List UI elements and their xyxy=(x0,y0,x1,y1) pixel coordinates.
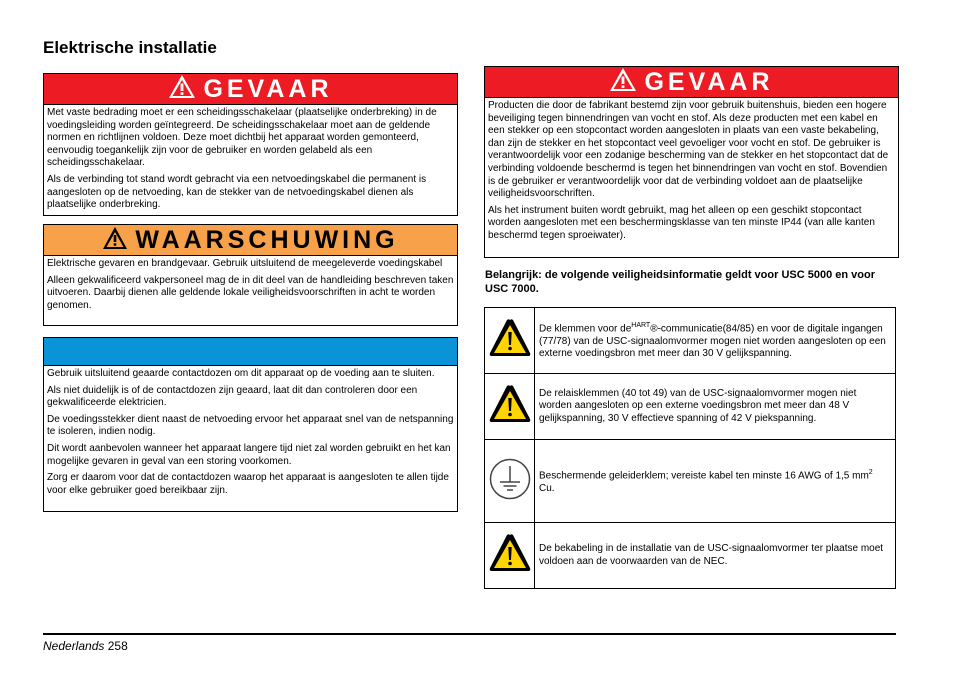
hart-superscript: HART xyxy=(631,321,651,329)
notice-paragraph: Gebruik uitsluitend geaarde contactdozen om dit apparaat op de voeding aan te sluiten. xyxy=(47,368,435,379)
danger-title: GEVAAR xyxy=(203,74,333,103)
notice-box xyxy=(43,337,458,512)
danger-paragraph: Als het instrument buiten wordt gebruikt, mag het alleen op een geschikt stopcontact worden aangesloten met een beschermingsklasse van ten minste IP44 (van alle kanten beschermd tegen sproeiwater). xyxy=(488,204,875,241)
notice-header xyxy=(44,338,457,366)
notice-paragraph: Als niet duidelijk is of de contactdozen zijn geaard, laat dit dan controleren door een gekwalificeerde elektricien. xyxy=(47,384,418,409)
warning-paragraph: Elektrische gevaren en brandgevaar. Gebruik uitsluitend de meegeleverde voedingskabel xyxy=(47,258,443,269)
protective-earth-icon xyxy=(488,457,532,501)
danger-paragraph: Met vaste bedrading moet er een scheidingsschakelaar (plaatselijke onderbreking) in de voedingsleiding worden geïntegreerd. De scheidingsschakelaar moet aan de geldende normen en richtlijnen voldoen. Deze moet dichtbij het apparaat worden gemonteerd, eenvoudig toegankelijk zijn voor de gebruiker en worden gelabeld als een scheidingsschakelaar. xyxy=(47,107,437,169)
danger-header xyxy=(44,74,457,105)
table-row xyxy=(485,440,896,523)
symbol-text: ®-communicatie(84/85) en voor de digitale ingangen (77/78) van de USC-signaalomvormer mogen niet worden aangesloten op een externe voedingsbron met meer dan 30 V gelijkspanning. xyxy=(539,323,886,360)
symbol-text: De klemmen voor de xyxy=(539,323,632,335)
warning-paragraph: Alleen gekwalificeerd vakpersoneel mag de in dit deel van de handleiding beschreven taken uitvoeren. Daarbij dienen alle geldende lokale veiligheidsvoorschriften in acht te worden genomen. xyxy=(47,274,454,311)
page-title: Elektrische installatie xyxy=(43,38,217,57)
danger-paragraph: Producten die door de fabrikant bestemd zijn voor gebruik buitenshuis, bieden een hogere beveiliging tegen binnendringen van vocht en stof. Als deze producten met een kabel en een stekker op een stopcontact worden aangesloten in plaats van een vaste bekabeling, dan zijn de stekker en het stopcontact veel gevoeliger voor vocht en stof. De gebruiker is verantwoordelijk voor een zodanige bescherming van de stekker en het stopcontact dat de verbinding voldoende beschermd is tegen het binnendringen van vocht en stof. Bovendien is de gebruiker er verantwoordelijk voor dat de verbinding voldoet aan de plaatselijke veiligheidsvoorschriften. xyxy=(488,100,889,200)
table-row xyxy=(485,523,896,589)
warning-triangle-icon xyxy=(488,317,532,359)
warning-triangle-icon xyxy=(488,532,532,574)
warning-header xyxy=(44,225,457,256)
danger-box-right xyxy=(484,66,899,258)
danger-triangle-icon xyxy=(168,74,196,104)
page-footer xyxy=(43,639,128,653)
notice-paragraph: De voedingsstekker dient naast de netvoeding ervoor het apparaat snel van de netspanning te isoleren, indien nodig. xyxy=(47,413,454,438)
danger-paragraph: Als de verbinding tot stand wordt gebracht via een netvoedingskabel die permanent is aangesloten op de netvoeding, kan de stekker van de netvoedingskabel dienen als plaatselijke onderbreking. xyxy=(47,173,427,211)
symbol-text: De bekabeling in de installatie van de USC-signaalomvormer ter plaatse moet voldoen aan de voorwaarden van de NEC. xyxy=(535,523,896,589)
symbol-text: De relaisklemmen (40 tot 49) van de USC-signaalomvormer mogen niet worden aangesloten op een externe voedingsbron met meer dan 48 V gelijkspanning, 30 V effectieve spanning of 42 V piekspanning. xyxy=(535,374,896,440)
notice-paragraph: Dit wordt aanbevolen wanneer het apparaat langere tijd niet zal worden gebruikt en het kan mogelijke gevaren in geval van een storing voorkomen. xyxy=(47,442,451,467)
notice-paragraph: Zorg er daarom voor dat de contactdozen waarop het apparaat is aangesloten te allen tijde voor elke gebruiker goed bereikbaar zijn. xyxy=(47,472,449,496)
table-row xyxy=(485,374,896,440)
symbol-text: Beschermende geleiderklem; vereiste kabel ten minste 16 AWG of 1,5 mm xyxy=(539,470,869,482)
footer-rule xyxy=(43,633,896,635)
danger-box-left xyxy=(43,73,458,216)
warning-triangle-icon xyxy=(102,226,128,255)
danger-title: GEVAAR xyxy=(644,67,774,96)
table-row xyxy=(485,308,896,374)
warning-title: WAARSCHUWING xyxy=(135,225,399,254)
important-note: Belangrijk: de volgende veiligheidsinformatie geldt voor USC 5000 en voor USC 7000. xyxy=(485,269,875,295)
danger-triangle-icon xyxy=(609,67,637,97)
page-number: 258 xyxy=(107,639,128,653)
symbol-table xyxy=(484,307,896,589)
unit-superscript: 2 xyxy=(868,468,873,476)
footer-language: Nederlands xyxy=(43,639,105,653)
warning-box xyxy=(43,224,458,326)
symbol-text: Cu. xyxy=(539,482,555,494)
warning-triangle-icon xyxy=(488,383,532,425)
danger-header xyxy=(485,67,898,98)
